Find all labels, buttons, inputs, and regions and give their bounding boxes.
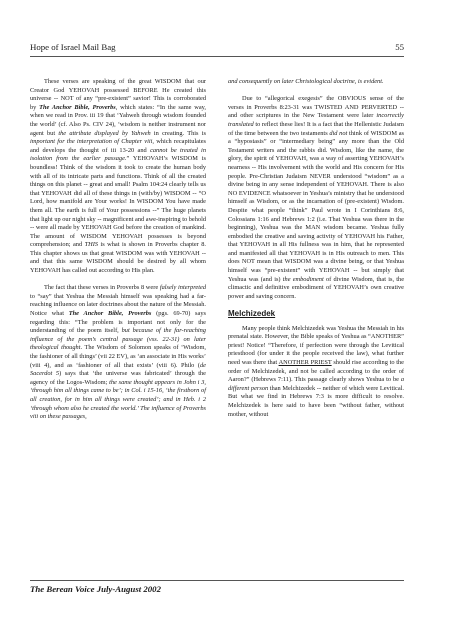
text: of divine Wisdom, that is, the climactic and definitive embodiment of YEHOVAH’s own creative power and saving concern.	[228, 275, 405, 300]
right-column	[228, 78, 404, 428]
running-title: Hope of Israel Mail Bag	[30, 42, 116, 52]
paragraph	[228, 325, 404, 420]
emphasis: falsely interpreted	[159, 284, 206, 292]
underlined-text: ANOTHER PRIEST	[278, 359, 332, 366]
header-rule	[30, 56, 404, 57]
text: ) says that ‘the universe was fabricated’ through the agency of the Logos-Wisdom;	[30, 370, 206, 386]
text: to “say” that Yeshua the Messiah himself was speaking had a far-reaching influence on later doctrines about the nature of the Messiah. Notice what	[30, 292, 206, 318]
emphasis: did not	[329, 129, 348, 137]
text: (pgs. 69-70) says regarding this: “The problem is important not only for the understanding of the poem itself,	[30, 310, 206, 335]
text: to reflect these lies! It is a fact that the Hellenistic Judaism of the time between the two testaments	[228, 120, 404, 137]
paragraph	[30, 78, 206, 276]
text: should rise according to the order of Melchizedek, and not be called according to the order of Aaron?” (Hebrews 7:11). This passage clearly shows Yeshua to be	[228, 359, 404, 384]
text: . The Wisdom of Solomon speaks of ‘Wisdom, the fashioner of all things’ (vii 22 EV), as ‘an associate in His works’ (viii 4), and as ‘fashioner of all that exists’ (viii 6). Philo (	[30, 344, 206, 369]
emphasis: the same thought appears in John i 3, ‘through him all things came to be’; in Col. i 15-16, ‘the firstborn of all creation, for in him all things were created’; and in Heb. i 2 ‘through whom also he created the world.’ The influence of Proverbs viii on these passages,	[30, 378, 206, 421]
text: think of WISDOM as a “hypostasis” or “intermediary being” any more than the Old Testament writers and the rabbis did. Wisdom, like the name, the glory, the spirit of YEHOVAH, was a way of asserting YEHOVAH’s nearness -- His involvement with the world and His concern for His people. Pre-Christian Judaism NEVER understood “wisdom” as a divine being in any sense independent of YEHOVAH. There is also NO EVIDENCE whatsoever in Yeshua’s ministry that he understood himself as Wisdom, or as the incarnation of (pre-existent) Wisdom. Despite what people “think” Paul wrote in I Corinthians 8:6, Colossians 1:16 and Hebrews 1:2 (i.e. That Yeshua was there in the beginning), Yeshua was the MAN wisdom became. Yeshua fully embodied the creative and saving activity of YEHOVAH his Father, that YEHOVAH in all His fullness was in him, that he represented and manifested all that YEHOVAH is in His outreach to men. This does NOT mean that WISDOM was a divine being, or that Yeshua himself was “pre-existent” with YEHOVAH -- but simply that Yeshua was (and is)	[228, 129, 404, 283]
emphasis: de Sacerdot 5	[30, 361, 206, 378]
emphasis: the attribute displayed by Yahweh	[58, 129, 151, 137]
text: , which recapitulates and develops the thought of iii 13-20 and	[30, 138, 206, 154]
text: ” YEHOVAH’s WISDOM is boundless! Think of the wisdom it took to create the human body with all of its intricate parts and functions. Think of all the created things on this planet -- great and small! Psalm 104:24 clearly tells us that YEHOVAH did all of these things in (with/by) WISDOM -- “O Lord, how manifold are Your works! In WISDOM You have made them all. The earth is full of Your possessions --” The huge planets that light up our night sky -- magnificent and awe-inspiring to behold -- were all made by YEHOVAH God before the creation of mankind. The amount of WISDOM YEHOVAH possesses is beyond comprehension; and	[30, 155, 207, 249]
paragraph	[228, 78, 404, 87]
emphasis: cannot be treated in isolation from the earlier passage.	[30, 146, 206, 163]
emphasis: incorrectly translated	[228, 112, 404, 128]
page-number: 55	[395, 42, 404, 52]
emphasis: the embodiment	[282, 275, 324, 283]
text: is what is shown in Proverbs chapter 8. This chapter shows us that great WISDOM was with YEHOVAH -- and that this same WISDOM should be desired by all whom YEHOVAH has called out according to His plan.	[30, 241, 206, 275]
emphasis: a different person	[228, 376, 404, 392]
text: The fact that these verses in Proverbs 8 were	[44, 284, 160, 292]
emphasis: but because of the far-reaching influence of the poem’s central passage (vss. 22-31) on later theological thought	[30, 327, 206, 352]
footer-publication: The Berean Voice July-August 2002	[30, 584, 161, 594]
section-heading: Melchizedek	[228, 309, 276, 319]
text: These verses are speaking of the great WISDOM that our Creator God YEHOVAH possessed BEFORE He created this universe -- NOT of any “pre-existent” savior! This is corroborated by	[30, 78, 206, 111]
text: , which states: “In the same way, when we read in Prov. iii 19 that ‘Yahweh through wisdom founded the world’ (cf. Also Ps. CIV 24), ‘wisdom is neither instrument nor agent but	[30, 103, 206, 137]
text: in creating. This is	[150, 129, 206, 137]
paragraph	[30, 284, 206, 422]
paragraph	[228, 95, 404, 301]
left-column	[30, 78, 206, 430]
citation: The Anchor Bible, Proverbs	[39, 103, 116, 111]
citation: The Anchor Bible, Proverbs	[68, 310, 152, 318]
emphasis: important for the interpretation of Chapter viii	[30, 138, 153, 146]
text: than Melchizedek -- neither of which were Levitical. But what we find in Hebrews 7:3 is more difficult to resolve. Melchizedek is here said to have been “without father, without mother, without	[228, 384, 404, 418]
text: Many people think Melchizedek was Yeshua the Messiah in his prenatal state. However, the Bible speaks of Yeshua as “ANOTHER” priest! Notice! “Therefore, if perfection were through the Levitical priesthood (for under it the people received the law), what further need was there that	[228, 324, 404, 366]
emphasis: THIS	[84, 241, 99, 249]
emphasis: and consequently on later Christological doctrine, is evident.	[228, 78, 384, 85]
text: Due to “allegorical exegesis” the OBVIOUS sense of the verses in Proverbs 8:23-31 was TWISTED AND PERVERTED -- and other scriptures in the New Testament were later	[228, 95, 404, 120]
footer-rule	[30, 580, 404, 581]
